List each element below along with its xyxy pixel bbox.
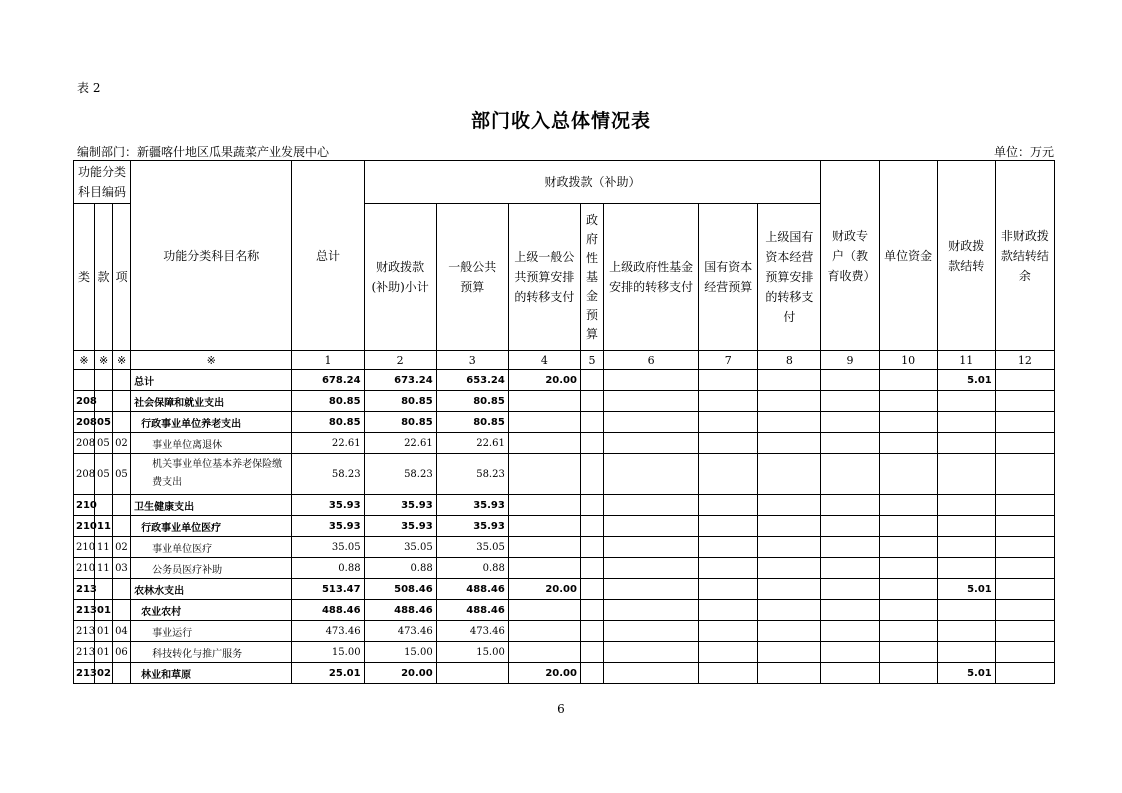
cell-value: 5.01 bbox=[937, 579, 995, 600]
cell-value bbox=[937, 495, 995, 516]
header-lei: 类 bbox=[74, 204, 95, 351]
column-index-cell: 9 bbox=[821, 351, 879, 370]
cell-value bbox=[995, 370, 1054, 391]
cell-value: 80.85 bbox=[364, 391, 436, 412]
table-row bbox=[74, 579, 1055, 600]
cell-lei: 210 bbox=[74, 516, 95, 537]
cell-lei: 213 bbox=[74, 642, 95, 663]
cell-xiang: 05 bbox=[113, 454, 131, 495]
column-index-cell: 4 bbox=[508, 351, 580, 370]
cell-value bbox=[580, 621, 603, 642]
cell-lei: 208 bbox=[74, 433, 95, 454]
cell-value: 488.46 bbox=[436, 600, 508, 621]
cell-value bbox=[604, 516, 699, 537]
cell-xiang bbox=[113, 516, 131, 537]
cell-value: 513.47 bbox=[292, 579, 364, 600]
table-row bbox=[74, 558, 1055, 579]
cell-value: 20.00 bbox=[508, 579, 580, 600]
column-index-cell: ※ bbox=[131, 351, 292, 370]
cell-value bbox=[758, 433, 821, 454]
column-index-cell: 1 bbox=[292, 351, 364, 370]
cell-kuan bbox=[95, 579, 113, 600]
cell-kuan: 11 bbox=[95, 516, 113, 537]
cell-value: 15.00 bbox=[292, 642, 364, 663]
cell-value bbox=[580, 537, 603, 558]
cell-value: 20.00 bbox=[508, 370, 580, 391]
header-code-group: 功能分类科目编码 bbox=[74, 161, 131, 204]
cell-value bbox=[508, 412, 580, 433]
cell-xiang: 04 bbox=[113, 621, 131, 642]
cell-value bbox=[508, 558, 580, 579]
cell-value bbox=[699, 600, 758, 621]
cell-lei: 208 bbox=[74, 391, 95, 412]
column-index-row bbox=[74, 351, 1055, 370]
cell-value bbox=[758, 642, 821, 663]
cell-value bbox=[699, 370, 758, 391]
cell-lei bbox=[74, 370, 95, 391]
cell-value: 0.88 bbox=[364, 558, 436, 579]
cell-value bbox=[508, 454, 580, 495]
cell-value bbox=[508, 516, 580, 537]
cell-value bbox=[879, 621, 937, 642]
cell-value bbox=[580, 642, 603, 663]
cell-value: 508.46 bbox=[364, 579, 436, 600]
table-row bbox=[74, 642, 1055, 663]
cell-value bbox=[580, 454, 603, 495]
cell-value bbox=[758, 412, 821, 433]
cell-name: 公务员医疗补助 bbox=[131, 558, 292, 579]
cell-value: 488.46 bbox=[436, 579, 508, 600]
cell-lei: 208 bbox=[74, 454, 95, 495]
cell-value bbox=[604, 579, 699, 600]
cell-kuan bbox=[95, 391, 113, 412]
cell-value bbox=[879, 663, 937, 684]
cell-value bbox=[699, 454, 758, 495]
cell-value bbox=[821, 433, 879, 454]
cell-kuan: 01 bbox=[95, 642, 113, 663]
cell-value: 0.88 bbox=[436, 558, 508, 579]
cell-value: 25.01 bbox=[292, 663, 364, 684]
cell-value: 20.00 bbox=[364, 663, 436, 684]
cell-xiang bbox=[113, 600, 131, 621]
cell-value: 22.61 bbox=[292, 433, 364, 454]
cell-kuan: 05 bbox=[95, 454, 113, 495]
cell-kuan: 11 bbox=[95, 537, 113, 558]
column-index-cell: ※ bbox=[113, 351, 131, 370]
header-name: 功能分类科目名称 bbox=[131, 161, 292, 351]
cell-value bbox=[580, 516, 603, 537]
cell-value: 35.05 bbox=[292, 537, 364, 558]
cell-value bbox=[821, 642, 879, 663]
header-fiscal-subtotal: 财政拨款(补助)小计 bbox=[364, 204, 436, 351]
unit-label: 单位：万元 bbox=[993, 145, 1054, 159]
cell-value bbox=[879, 600, 937, 621]
cell-value bbox=[580, 663, 603, 684]
cell-value bbox=[937, 516, 995, 537]
cell-kuan: 11 bbox=[95, 558, 113, 579]
column-index-cell: 3 bbox=[436, 351, 508, 370]
cell-value bbox=[995, 537, 1054, 558]
table-row bbox=[74, 537, 1055, 558]
cell-value bbox=[604, 663, 699, 684]
cell-value bbox=[879, 391, 937, 412]
cell-value bbox=[937, 537, 995, 558]
cell-value bbox=[758, 495, 821, 516]
cell-value bbox=[821, 370, 879, 391]
cell-value bbox=[821, 454, 879, 495]
cell-value bbox=[604, 412, 699, 433]
header-gov-fund: 政府性基金预算 bbox=[580, 204, 603, 351]
cell-value: 35.93 bbox=[436, 516, 508, 537]
cell-value bbox=[758, 537, 821, 558]
cell-xiang: 03 bbox=[113, 558, 131, 579]
cell-value bbox=[699, 495, 758, 516]
header-upper-fund: 上级政府性基金安排的转移支付 bbox=[604, 204, 699, 351]
cell-value: 35.05 bbox=[436, 537, 508, 558]
cell-name: 事业单位离退休 bbox=[131, 433, 292, 454]
cell-kuan: 05 bbox=[95, 433, 113, 454]
cell-xiang: 06 bbox=[113, 642, 131, 663]
cell-xiang bbox=[113, 495, 131, 516]
cell-value bbox=[604, 370, 699, 391]
cell-value bbox=[995, 433, 1054, 454]
column-index-cell: 12 bbox=[995, 351, 1054, 370]
header-total: 总计 bbox=[292, 161, 364, 351]
cell-value bbox=[937, 412, 995, 433]
cell-value bbox=[604, 642, 699, 663]
cell-value: 58.23 bbox=[292, 454, 364, 495]
table-row bbox=[74, 412, 1055, 433]
table-row bbox=[74, 454, 1055, 495]
header-unit-funds: 单位资金 bbox=[879, 161, 937, 351]
cell-kuan: 05 bbox=[95, 412, 113, 433]
cell-xiang bbox=[113, 412, 131, 433]
cell-value bbox=[580, 600, 603, 621]
cell-kuan: 01 bbox=[95, 600, 113, 621]
header-state-capital: 国有资本经营预算 bbox=[699, 204, 758, 351]
cell-lei: 213 bbox=[74, 663, 95, 684]
cell-value: 80.85 bbox=[436, 412, 508, 433]
cell-value bbox=[699, 642, 758, 663]
cell-lei: 208 bbox=[74, 412, 95, 433]
header-upper-general: 上级一般公共预算安排的转移支付 bbox=[508, 204, 580, 351]
header-general-budget: 一般公共预算 bbox=[436, 204, 508, 351]
cell-value: 22.61 bbox=[364, 433, 436, 454]
cell-kuan bbox=[95, 495, 113, 516]
cell-value bbox=[879, 642, 937, 663]
header-xiang: 项 bbox=[113, 204, 131, 351]
column-index-cell: 2 bbox=[364, 351, 436, 370]
table-label: 表 2 bbox=[77, 81, 101, 95]
cell-kuan bbox=[95, 370, 113, 391]
cell-value bbox=[879, 412, 937, 433]
cell-value bbox=[604, 537, 699, 558]
cell-name: 科技转化与推广服务 bbox=[131, 642, 292, 663]
header-nonfiscal-carry: 非财政拨款结转结余 bbox=[995, 161, 1054, 351]
cell-value: 473.46 bbox=[292, 621, 364, 642]
table-row bbox=[74, 516, 1055, 537]
cell-lei: 210 bbox=[74, 537, 95, 558]
cell-value: 673.24 bbox=[364, 370, 436, 391]
table-body bbox=[74, 370, 1055, 684]
cell-value: 80.85 bbox=[364, 412, 436, 433]
cell-name: 事业运行 bbox=[131, 621, 292, 642]
cell-value bbox=[758, 370, 821, 391]
cell-value bbox=[699, 412, 758, 433]
column-index-cell: ※ bbox=[74, 351, 95, 370]
cell-xiang bbox=[113, 370, 131, 391]
cell-value bbox=[995, 642, 1054, 663]
cell-value bbox=[508, 621, 580, 642]
table-row bbox=[74, 621, 1055, 642]
cell-value: 15.00 bbox=[436, 642, 508, 663]
cell-value bbox=[604, 454, 699, 495]
cell-value bbox=[879, 516, 937, 537]
cell-value bbox=[508, 642, 580, 663]
cell-lei: 213 bbox=[74, 579, 95, 600]
cell-kuan: 02 bbox=[95, 663, 113, 684]
cell-xiang: 02 bbox=[113, 537, 131, 558]
cell-name: 总计 bbox=[131, 370, 292, 391]
cell-xiang: 02 bbox=[113, 433, 131, 454]
cell-xiang bbox=[113, 391, 131, 412]
cell-value bbox=[604, 433, 699, 454]
header-edu-fee: 财政专户（教育收费） bbox=[821, 161, 879, 351]
cell-value: 678.24 bbox=[292, 370, 364, 391]
column-index-cell: 8 bbox=[758, 351, 821, 370]
cell-value bbox=[995, 412, 1054, 433]
cell-value bbox=[508, 495, 580, 516]
cell-value: 35.93 bbox=[436, 495, 508, 516]
cell-value bbox=[604, 495, 699, 516]
cell-value bbox=[436, 663, 508, 684]
cell-name: 卫生健康支出 bbox=[131, 495, 292, 516]
cell-value bbox=[758, 391, 821, 412]
cell-value bbox=[758, 558, 821, 579]
cell-value: 35.93 bbox=[364, 516, 436, 537]
cell-value: 0.88 bbox=[292, 558, 364, 579]
cell-xiang bbox=[113, 579, 131, 600]
cell-value bbox=[995, 600, 1054, 621]
cell-name: 农业农村 bbox=[131, 600, 292, 621]
cell-value bbox=[821, 495, 879, 516]
cell-value bbox=[879, 579, 937, 600]
cell-value bbox=[699, 433, 758, 454]
table-row bbox=[74, 370, 1055, 391]
column-index-cell: 10 bbox=[879, 351, 937, 370]
cell-name: 机关事业单位基本养老保险缴费支出 bbox=[131, 454, 292, 495]
cell-value bbox=[580, 370, 603, 391]
cell-value bbox=[580, 412, 603, 433]
cell-xiang bbox=[113, 663, 131, 684]
cell-value: 80.85 bbox=[292, 391, 364, 412]
page-number: 6 bbox=[557, 702, 565, 716]
header-kuan: 款 bbox=[95, 204, 113, 351]
page-title: 部门收入总体情况表 bbox=[470, 110, 651, 132]
cell-value bbox=[758, 454, 821, 495]
cell-value bbox=[508, 537, 580, 558]
cell-value bbox=[821, 558, 879, 579]
cell-name: 农林水支出 bbox=[131, 579, 292, 600]
cell-value bbox=[879, 433, 937, 454]
cell-value: 473.46 bbox=[436, 621, 508, 642]
cell-value bbox=[821, 600, 879, 621]
cell-value: 15.00 bbox=[364, 642, 436, 663]
cell-value: 5.01 bbox=[937, 663, 995, 684]
cell-value: 58.23 bbox=[436, 454, 508, 495]
cell-value: 35.93 bbox=[364, 495, 436, 516]
cell-value bbox=[821, 412, 879, 433]
cell-value bbox=[937, 433, 995, 454]
cell-value: 58.23 bbox=[364, 454, 436, 495]
cell-value bbox=[995, 516, 1054, 537]
cell-value bbox=[604, 621, 699, 642]
cell-value bbox=[758, 621, 821, 642]
cell-value bbox=[995, 454, 1054, 495]
cell-value bbox=[699, 579, 758, 600]
cell-value bbox=[604, 391, 699, 412]
cell-value bbox=[937, 391, 995, 412]
compiling-department: 编制部门：新疆喀什地区瓜果蔬菜产业发展中心 bbox=[77, 145, 330, 159]
cell-value bbox=[879, 537, 937, 558]
cell-value: 35.93 bbox=[292, 516, 364, 537]
cell-lei: 210 bbox=[74, 558, 95, 579]
table-row bbox=[74, 600, 1055, 621]
column-index-cell: 6 bbox=[604, 351, 699, 370]
table-row bbox=[74, 391, 1055, 412]
cell-value bbox=[995, 621, 1054, 642]
cell-value bbox=[758, 600, 821, 621]
cell-value: 20.00 bbox=[508, 663, 580, 684]
cell-value: 80.85 bbox=[436, 391, 508, 412]
cell-value bbox=[758, 579, 821, 600]
cell-value bbox=[937, 642, 995, 663]
cell-name: 行政事业单位养老支出 bbox=[131, 412, 292, 433]
cell-value bbox=[604, 558, 699, 579]
cell-value bbox=[580, 579, 603, 600]
column-index-cell: 5 bbox=[580, 351, 603, 370]
cell-value bbox=[699, 621, 758, 642]
column-index-cell: ※ bbox=[95, 351, 113, 370]
cell-value bbox=[995, 558, 1054, 579]
cell-value bbox=[604, 600, 699, 621]
cell-value bbox=[699, 537, 758, 558]
cell-value bbox=[699, 663, 758, 684]
cell-value bbox=[821, 663, 879, 684]
income-summary-table bbox=[73, 160, 1055, 684]
cell-value bbox=[508, 391, 580, 412]
cell-value bbox=[580, 391, 603, 412]
cell-value bbox=[821, 537, 879, 558]
cell-value bbox=[758, 663, 821, 684]
cell-name: 林业和草原 bbox=[131, 663, 292, 684]
cell-value bbox=[879, 495, 937, 516]
cell-value: 22.61 bbox=[436, 433, 508, 454]
cell-value bbox=[758, 516, 821, 537]
cell-value bbox=[937, 558, 995, 579]
cell-lei: 213 bbox=[74, 621, 95, 642]
cell-value bbox=[699, 516, 758, 537]
cell-value bbox=[821, 516, 879, 537]
cell-value bbox=[580, 495, 603, 516]
cell-value bbox=[937, 454, 995, 495]
cell-value bbox=[937, 600, 995, 621]
cell-lei: 213 bbox=[74, 600, 95, 621]
cell-value: 473.46 bbox=[364, 621, 436, 642]
cell-value bbox=[580, 433, 603, 454]
column-index-cell: 11 bbox=[937, 351, 995, 370]
cell-value bbox=[995, 579, 1054, 600]
cell-value bbox=[937, 621, 995, 642]
table-row bbox=[74, 663, 1055, 684]
cell-value bbox=[821, 579, 879, 600]
cell-value: 488.46 bbox=[292, 600, 364, 621]
cell-value bbox=[508, 600, 580, 621]
header-fiscal-carry: 财政拨款结转 bbox=[937, 161, 995, 351]
cell-value bbox=[995, 495, 1054, 516]
cell-value: 488.46 bbox=[364, 600, 436, 621]
cell-value bbox=[995, 663, 1054, 684]
column-index-cell: 7 bbox=[699, 351, 758, 370]
cell-name: 社会保障和就业支出 bbox=[131, 391, 292, 412]
cell-value bbox=[879, 454, 937, 495]
cell-value bbox=[508, 433, 580, 454]
cell-value bbox=[821, 391, 879, 412]
table-row bbox=[74, 495, 1055, 516]
cell-name: 行政事业单位医疗 bbox=[131, 516, 292, 537]
cell-value: 80.85 bbox=[292, 412, 364, 433]
cell-value: 35.93 bbox=[292, 495, 364, 516]
cell-value bbox=[699, 558, 758, 579]
header-fiscal-group: 财政拨款（补助） bbox=[364, 161, 821, 204]
cell-value: 653.24 bbox=[436, 370, 508, 391]
cell-value: 5.01 bbox=[937, 370, 995, 391]
table-row bbox=[74, 433, 1055, 454]
cell-value bbox=[879, 558, 937, 579]
cell-value bbox=[879, 370, 937, 391]
cell-value bbox=[995, 391, 1054, 412]
cell-value bbox=[580, 558, 603, 579]
cell-kuan: 01 bbox=[95, 621, 113, 642]
cell-lei: 210 bbox=[74, 495, 95, 516]
cell-value: 35.05 bbox=[364, 537, 436, 558]
header-upper-capital: 上级国有资本经营预算安排的转移支付 bbox=[758, 204, 821, 351]
cell-value bbox=[699, 391, 758, 412]
cell-name: 事业单位医疗 bbox=[131, 537, 292, 558]
cell-value bbox=[821, 621, 879, 642]
